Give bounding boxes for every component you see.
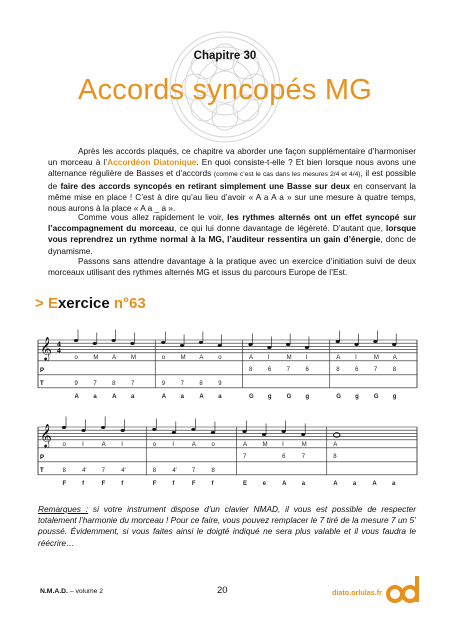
bass-chord: g <box>355 393 359 400</box>
note-head <box>242 430 246 433</box>
pull-button-number: 7 <box>191 467 196 474</box>
push-button-number: 8 <box>392 366 397 373</box>
bass-chord: A <box>112 393 117 400</box>
bass-chord: A <box>199 393 204 400</box>
pull-button-number: 7 <box>101 467 105 474</box>
paragraph-practice: Passons sans attendre davantage à la pratique avec un exercice d’initiation suivi de deux morceaux utilisant des rythmes alternés MG et issus du parcours Europe de l’Est. <box>48 256 416 278</box>
remarks: Remarques : si votre instrument dispose d’un clavier NMAD, il vous est possible de respecter totalement l’harmonie du morceau ! Pour ce faire, vous pouvez remplacer le 7 tiré de la mesure 7 un 5’ poussé. Évidemment, si vous faites ainsi le doigté indiqué ne sera plus valable et il vous faudra le réécrire… <box>38 504 416 548</box>
fingering: I <box>267 354 270 361</box>
note-head <box>218 344 222 347</box>
note-head <box>180 344 184 347</box>
fingering: o <box>152 441 157 448</box>
fingering: o <box>211 441 215 448</box>
note-head <box>199 341 203 344</box>
bass-chord: F <box>62 480 67 487</box>
note-head <box>354 343 358 346</box>
note-head <box>93 342 97 345</box>
fingering: M <box>130 354 136 361</box>
fingering: M <box>262 441 268 448</box>
note-head <box>161 341 165 344</box>
bass-chord: a <box>130 393 135 400</box>
bass-chord: F <box>152 480 157 487</box>
push-button-number: 7 <box>243 453 247 460</box>
note-head <box>191 428 195 431</box>
pull-button-number: 8 <box>62 467 66 474</box>
fingering: o <box>218 354 222 361</box>
pull-button-number: 9 <box>74 380 78 387</box>
fingering: A <box>243 441 248 448</box>
bass-chord: f <box>82 480 85 487</box>
bass-chord: f <box>121 480 124 487</box>
bass-chord: G <box>336 393 341 400</box>
bass-chord: a <box>93 393 97 400</box>
bass-chord: f <box>211 480 214 487</box>
fingering: o <box>74 354 78 361</box>
score-line-1 <box>38 330 417 400</box>
bass-chord: g <box>305 393 310 400</box>
note-head <box>172 431 176 434</box>
fingering: A <box>101 441 106 448</box>
bass-chord: a <box>391 480 396 487</box>
note-head <box>392 343 396 346</box>
bass-chord: e <box>262 480 266 487</box>
orlulas-logo-icon <box>386 572 420 606</box>
pull-button-number: 7 <box>93 380 97 387</box>
note-head <box>305 346 309 349</box>
push-button-number: 8 <box>249 366 253 373</box>
pull-button-number: 8 <box>152 467 157 474</box>
pull-button-number: 4' <box>172 467 177 474</box>
remarks-label: Remarques : <box>38 504 89 514</box>
fingering: A <box>336 354 341 361</box>
pull-button-number: 9 <box>218 380 222 387</box>
fingering: A <box>112 354 117 361</box>
bass-chord: G <box>373 393 379 400</box>
row-label-push: P <box>40 454 45 461</box>
bass-chord: F <box>101 480 106 487</box>
row-label-pull: T <box>40 467 44 474</box>
push-button-number: 8 <box>336 366 340 373</box>
push-button-number: 7 <box>286 366 290 373</box>
page-title: Accords syncopés MG <box>78 74 372 106</box>
note-head <box>74 339 78 342</box>
note-head <box>152 428 156 431</box>
row-label-push: P <box>40 367 45 374</box>
logo-text: OD <box>403 605 405 606</box>
fingering: o <box>62 441 66 448</box>
note-head <box>248 343 252 346</box>
bass-chord: a <box>218 393 222 400</box>
footer-site-link[interactable]: diato.orlulas.fr <box>332 588 382 597</box>
pull-button-number: 8 <box>112 380 116 387</box>
note-head <box>112 339 116 342</box>
bass-chord: G <box>286 393 292 400</box>
treble-clef-icon: 𝄞 <box>40 422 52 447</box>
fingering: A <box>199 354 204 361</box>
score-line-2 <box>38 417 417 487</box>
fingering: A <box>191 441 196 448</box>
fingering: o <box>161 354 166 361</box>
bass-chord: A <box>372 480 377 487</box>
pull-button-number: 9 <box>161 380 166 387</box>
fingering: M <box>301 441 307 448</box>
bass-chord: A <box>74 393 79 400</box>
fingering: M <box>93 354 99 361</box>
fingering: I <box>355 354 357 361</box>
paragraph-intro: Après les accords plaqués, ce chapitre va aborder une façon supplémentaire d’harmoniser un morceau à l’Accordéon Diatonique. En quoi consiste-t-elle ? Et bien lorsque nous avons une alternance régulière de Basses et d’accords (comme c’est le cas dans les mesures 2/4 et 4/4), il est possible de faire des accords syncopés en retirant simplement une Basse sur deux en conservant la même mise en place ! C’est à dire qu’au lieu d’avoir « A a A a » sur une mesure à quatre temps, nous aurons à la place « A a _ a ». <box>48 146 417 214</box>
treble-clef-icon: 𝄞 <box>40 335 52 360</box>
fingering: I <box>172 441 174 448</box>
fingering: M <box>286 354 292 361</box>
page-number: 20 <box>217 585 228 596</box>
note-head <box>301 433 305 436</box>
note-head <box>121 429 125 432</box>
note-head <box>286 343 290 346</box>
fingering: A <box>249 354 254 361</box>
time-sig-bottom: 4 <box>57 348 61 355</box>
bass-chord: a <box>352 480 357 487</box>
push-button-number: 7 <box>373 366 378 373</box>
row-label-pull: T <box>40 380 44 387</box>
fingering: I <box>305 354 308 361</box>
fingering: A <box>392 354 397 361</box>
fingering: M <box>180 354 186 361</box>
note-head <box>282 430 286 433</box>
note-head <box>262 433 266 436</box>
note-head <box>81 429 85 432</box>
bass-chord: A <box>282 480 287 487</box>
fingering: I <box>282 441 284 448</box>
pull-button-number: 8 <box>199 380 203 387</box>
bass-chord: f <box>172 480 175 487</box>
fingering: M <box>373 354 379 361</box>
push-button-number: 8 <box>333 453 337 460</box>
fingering: A <box>333 441 338 448</box>
bass-chord: E <box>243 480 248 487</box>
bass-chord: a <box>180 393 184 400</box>
note-head <box>101 426 105 429</box>
bass-chord: F <box>191 480 196 487</box>
push-button-number: 6 <box>267 366 272 373</box>
bass-chord: A <box>161 393 167 400</box>
push-button-number: 6 <box>305 366 309 373</box>
push-button-number: 6 <box>355 366 359 373</box>
fingering: I <box>82 441 84 448</box>
paragraph-syncopation: Comme vous allez rapidement le voir, les rythmes alternés ont un effet syncopé sur l’accompagnement du morceau, ce qui lui donne davantage de légèreté. D’autant que, lorsque vous reprendrez un rythme normal à la MG, l’auditeur ressentira un gain d’énergie, donc de dynamisme. <box>48 212 416 256</box>
bass-chord: G <box>249 393 254 400</box>
note-head <box>336 340 340 343</box>
note-head <box>373 340 377 343</box>
push-button-number: 7 <box>301 453 306 460</box>
exercise-heading: > Exercice n°63 <box>35 295 146 312</box>
note-head <box>62 426 66 429</box>
accordeon-highlight: Accordéon Diatonique <box>107 157 197 168</box>
pull-button-number: 4' <box>82 467 87 474</box>
pull-button-number: 4' <box>121 467 126 474</box>
fingering: I <box>121 441 123 448</box>
bass-chord: a <box>301 480 306 487</box>
bass-chord: A <box>333 480 338 487</box>
pull-button-number: 7 <box>180 380 184 387</box>
pull-button-number: 7 <box>130 380 135 387</box>
note-head <box>130 342 134 345</box>
note-head <box>211 431 215 434</box>
footer-brand: N.M.A.D. – volume 2 <box>40 588 104 595</box>
time-sig-top: 4 <box>57 341 61 349</box>
chapter-label: Chapitre 30 <box>193 50 257 62</box>
bass-chord: g <box>392 393 397 400</box>
note-head <box>267 346 271 349</box>
push-button-number: 6 <box>282 453 286 460</box>
pull-button-number: 8 <box>211 467 215 474</box>
bass-chord: g <box>267 393 272 400</box>
